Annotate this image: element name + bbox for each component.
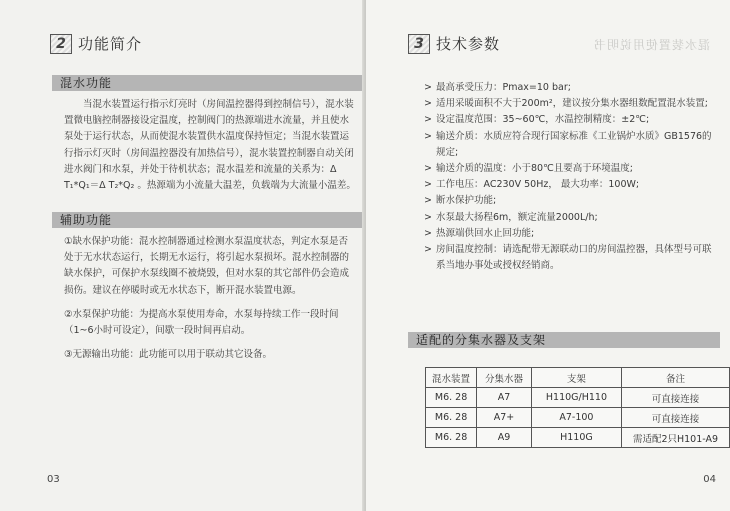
table-header-cell: 分集水器 bbox=[477, 368, 532, 388]
table-row bbox=[426, 428, 730, 448]
table-cell: 可直接连接 bbox=[622, 408, 730, 428]
table-row bbox=[426, 408, 730, 428]
section-number-icon: 2 bbox=[50, 34, 72, 54]
spec-item: > 房间温度控制：请选配带无源联动口的房间温控器，具体型号可联系当地办事处或授权经销商。 bbox=[424, 244, 712, 272]
spec-item: > 输送介质的温度：小于80℃且要高于环境温度; bbox=[424, 163, 633, 175]
table-heading: 适配的分集水器及支架 bbox=[408, 332, 720, 348]
section-title: 功能简介 bbox=[78, 35, 143, 53]
spec-item: > 设定温度范围：35~60℃，水温控制精度：±2℃; bbox=[424, 114, 650, 126]
spec-item: > 热源端供回水止回功能; bbox=[424, 227, 535, 239]
table-cell: A7-100 bbox=[531, 408, 621, 428]
table-header-row bbox=[426, 368, 730, 388]
table-header-cell: 支架 bbox=[531, 368, 621, 388]
right-page bbox=[366, 0, 730, 511]
section-title: 技术参数 bbox=[436, 35, 501, 53]
table-cell: M6. 28 bbox=[426, 408, 477, 428]
spec-item: > 适用采暖面积不大于200m²，建议按分集水器组数配置混水装置; bbox=[424, 98, 708, 110]
aux-function-heading: 辅助功能 bbox=[52, 212, 366, 228]
spec-item: > 输送介质：水质应符合现行国家标准《工业锅炉水质》GB1576的规定; bbox=[424, 130, 712, 158]
table-cell: M6. 28 bbox=[426, 388, 477, 408]
table-cell: A7 bbox=[477, 388, 532, 408]
table-cell: A9 bbox=[477, 428, 532, 448]
section-header-functions bbox=[50, 33, 142, 54]
bleed-through-text: 混水装置使用说明书 bbox=[592, 38, 710, 52]
table-cell: H110G/H110 bbox=[531, 388, 621, 408]
section-header-specs bbox=[408, 33, 500, 54]
table-cell: H110G bbox=[531, 428, 621, 448]
aux-item-water-shortage: ①缺水保护功能：混水控制器通过检测水泵温度状态，判定水泵是否处于无水状态运行，长期无水运行，将引起水泵损坏。混水控制器的缺水保护，可保护水泵线圈不被烧毁，但对水泵的其它部件仍会造成损伤。建议在停暖时或无水状态下，断开混水装置电源。 bbox=[64, 236, 350, 296]
compatibility-table bbox=[425, 367, 730, 448]
table-cell: 可直接连接 bbox=[622, 388, 730, 408]
page-number-left: 03 bbox=[47, 474, 60, 485]
aux-item-pump-protection: ②水泵保护功能：为提高水泵使用寿命，水泵每持续工作一段时间（1~6小时可设定），间歇一段时间再启动。 bbox=[64, 308, 339, 337]
aux-item-passive-output: ③无源输出功能：此功能可以用于联动其它设备。 bbox=[64, 349, 273, 361]
aux-function-list bbox=[64, 234, 357, 363]
mix-function-heading: 混水功能 bbox=[52, 75, 366, 91]
spec-list bbox=[424, 80, 716, 274]
table-cell: A7+ bbox=[477, 408, 532, 428]
page-number-right: 04 bbox=[703, 474, 716, 485]
spec-item: > 最高承受压力：Pmax=10 bar; bbox=[424, 82, 571, 93]
section-number-icon: 3 bbox=[408, 34, 430, 54]
spec-item: > 工作电压：AC230V 50Hz， 最大功率：100W; bbox=[424, 179, 640, 191]
mix-function-text: 当混水装置运行指示灯亮时（房间温控器得到控制信号），混水装置微电脑控制器接设定温度，控制阀门的热源端进水流量，并且使水泵处于运行状态，从而使混水装置供水温度保持恒定；当混水装置运行指示灯灭时（房间温控器没有加热信号），混水装置控制器自动关闭进水阀门和水泵，并处于待机状态；混水温差和流量的关系为：Δ T₁*Q₁＝Δ T₂*Q₂ 。热源端为小流量大温差，负载端为大流量小温差。 bbox=[64, 99, 356, 192]
spec-item: > 水泵最大扬程6m，额定流量2000L/h; bbox=[424, 211, 598, 223]
spec-item: > 断水保护功能; bbox=[424, 195, 497, 207]
table-cell: M6. 28 bbox=[426, 428, 477, 448]
table-cell: 需适配2只H101-A9 bbox=[622, 428, 730, 448]
table-header-cell: 混水装置 bbox=[426, 368, 477, 388]
table-header-cell: 备注 bbox=[622, 368, 730, 388]
table-row bbox=[426, 388, 730, 408]
